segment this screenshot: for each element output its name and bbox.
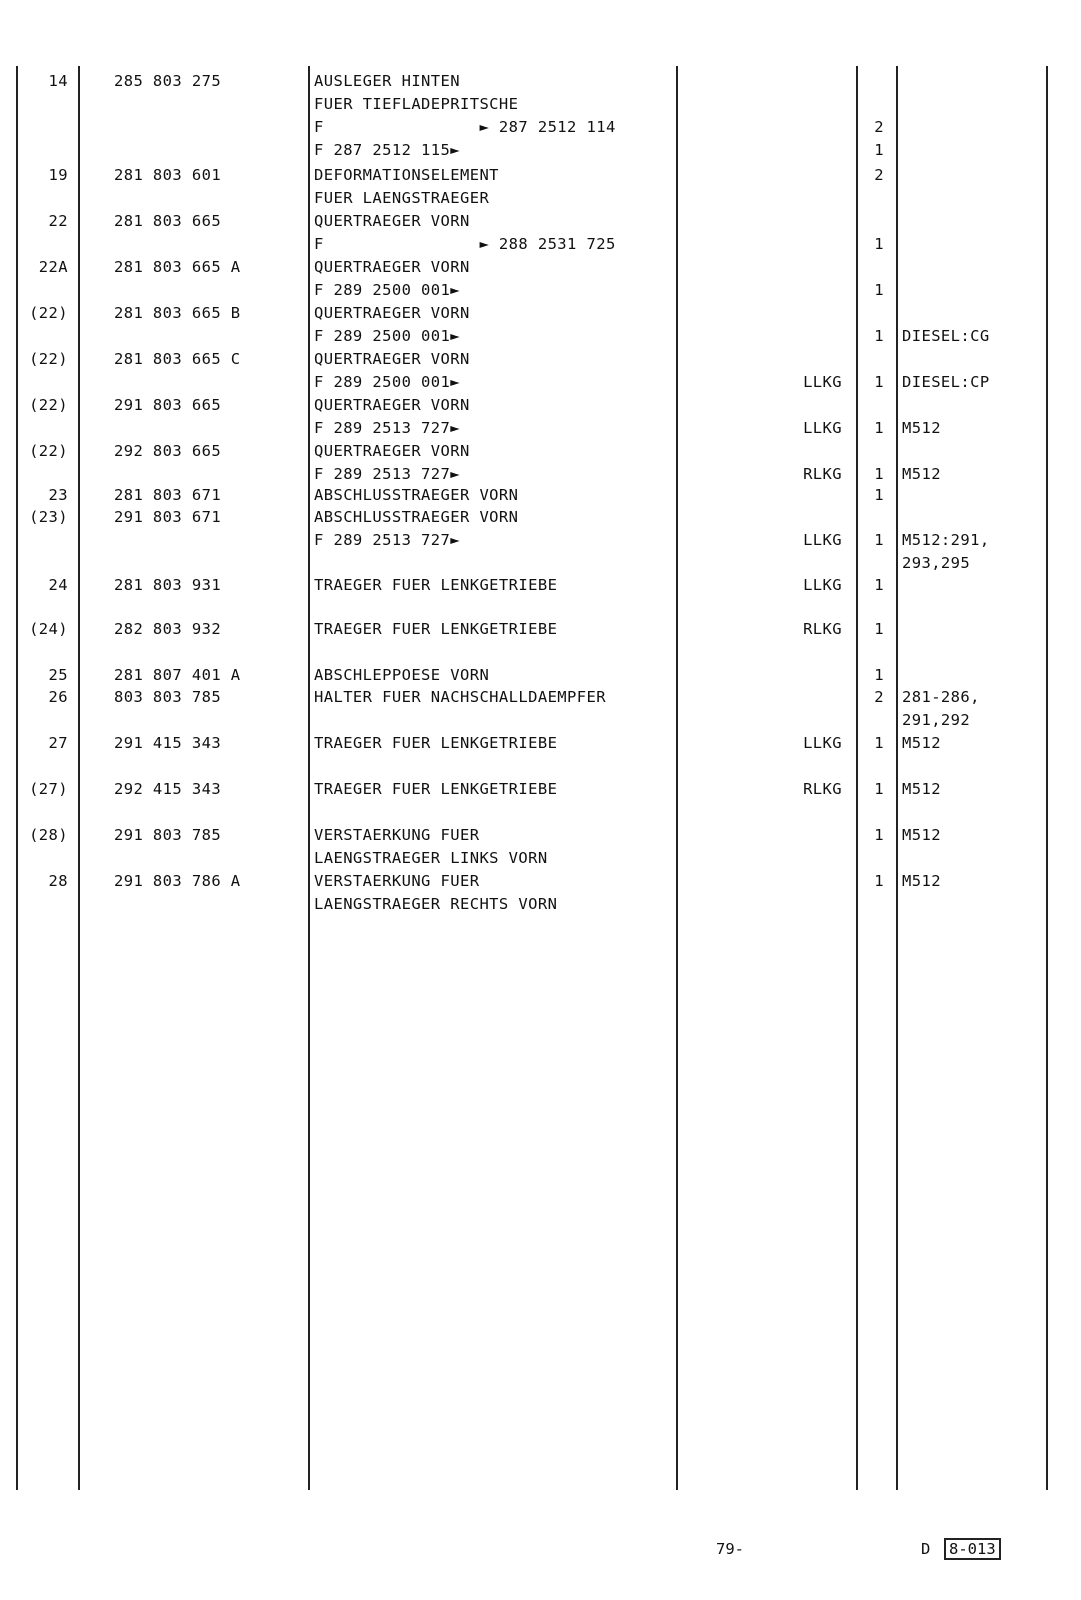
page-number: 79-: [716, 1540, 744, 1558]
description-line: FUER LAENGSTRAEGER: [314, 189, 490, 207]
description-line: HALTER FUER NACHSCHALLDAEMPFER: [314, 688, 606, 706]
quantity: 1: [874, 419, 884, 437]
quantity: 1: [874, 465, 884, 483]
position-number: (22): [29, 304, 68, 322]
column-divider: [78, 66, 80, 1490]
description-line: QUERTRAEGER VORN: [314, 212, 470, 230]
column-divider: [308, 66, 310, 1490]
quantity: 1: [874, 141, 884, 159]
remark: DIESEL:CP: [902, 373, 990, 391]
description-line: TRAEGER FUER LENKGETRIEBE: [314, 734, 558, 752]
description-line: F 289 2500 001►: [314, 281, 460, 299]
remark: M512: [902, 780, 941, 798]
page-code-prefix: D: [921, 1540, 931, 1558]
part-number: 281 803 665 B: [114, 304, 241, 322]
part-number: 291 803 786 A: [114, 872, 241, 890]
part-number: 292 803 665: [114, 442, 222, 460]
description-line: QUERTRAEGER VORN: [314, 396, 470, 414]
part-number: 291 803 785: [114, 826, 222, 844]
quantity: 1: [874, 780, 884, 798]
position-number: (22): [29, 396, 68, 414]
description-line: VERSTAERKUNG FUER: [314, 872, 480, 890]
quantity: 1: [874, 486, 884, 504]
description-line: F 289 2513 727►: [314, 419, 460, 437]
position-number: (28): [29, 826, 68, 844]
description-line: F 289 2513 727►: [314, 465, 460, 483]
part-number: 292 415 343: [114, 780, 222, 798]
remark: 291,292: [902, 711, 971, 729]
remark: M512: [902, 872, 941, 890]
part-number: 281 803 665: [114, 212, 222, 230]
description-line: TRAEGER FUER LENKGETRIEBE: [314, 620, 558, 638]
part-number: 281 803 601: [114, 166, 222, 184]
description-line: F ► 288 2531 725: [314, 235, 616, 253]
position-number: 19: [48, 166, 68, 184]
variant-code: LLKG: [803, 734, 842, 752]
quantity: 1: [874, 734, 884, 752]
column-divider: [1046, 66, 1048, 1490]
remark: 293,295: [902, 554, 971, 572]
description-line: AUSLEGER HINTEN: [314, 72, 460, 90]
position-number: (22): [29, 442, 68, 460]
quantity: 1: [874, 327, 884, 345]
variant-code: RLKG: [803, 620, 842, 638]
description-line: ABSCHLEPPOESE VORN: [314, 666, 490, 684]
position-number: 22: [48, 212, 68, 230]
quantity: 2: [874, 118, 884, 136]
remark: DIESEL:CG: [902, 327, 990, 345]
description-line: F 289 2500 001►: [314, 327, 460, 345]
remark: M512: [902, 734, 941, 752]
part-number: 291 803 665: [114, 396, 222, 414]
remark: M512:291,: [902, 531, 990, 549]
part-number: 281 807 401 A: [114, 666, 241, 684]
position-number: 25: [48, 666, 68, 684]
quantity: 1: [874, 576, 884, 594]
description-line: ABSCHLUSSTRAEGER VORN: [314, 508, 519, 526]
position-number: 14: [48, 72, 68, 90]
position-number: 23: [48, 486, 68, 504]
description-line: F ► 287 2512 114: [314, 118, 616, 136]
quantity: 1: [874, 666, 884, 684]
variant-code: LLKG: [803, 373, 842, 391]
quantity: 1: [874, 373, 884, 391]
description-line: F 289 2500 001►: [314, 373, 460, 391]
description-line: QUERTRAEGER VORN: [314, 350, 470, 368]
variant-code: LLKG: [803, 531, 842, 549]
position-number: (27): [29, 780, 68, 798]
part-number: 285 803 275: [114, 72, 222, 90]
remark: M512: [902, 419, 941, 437]
part-number: 281 803 931: [114, 576, 222, 594]
column-divider: [676, 66, 678, 1490]
quantity: 1: [874, 281, 884, 299]
remark: 281-286,: [902, 688, 980, 706]
part-number: 291 415 343: [114, 734, 222, 752]
position-number: 27: [48, 734, 68, 752]
quantity: 1: [874, 235, 884, 253]
position-number: (22): [29, 350, 68, 368]
quantity: 1: [874, 620, 884, 638]
page-code-box: 8-013: [944, 1538, 1001, 1560]
variant-code: LLKG: [803, 419, 842, 437]
description-line: F 287 2512 115►: [314, 141, 460, 159]
quantity: 1: [874, 531, 884, 549]
description-line: FUER TIEFLADEPRITSCHE: [314, 95, 519, 113]
description-line: QUERTRAEGER VORN: [314, 258, 470, 276]
description-line: DEFORMATIONSELEMENT: [314, 166, 499, 184]
description-line: QUERTRAEGER VORN: [314, 304, 470, 322]
variant-code: RLKG: [803, 465, 842, 483]
description-line: LAENGSTRAEGER RECHTS VORN: [314, 895, 558, 913]
part-number: 281 803 671: [114, 486, 222, 504]
description-line: TRAEGER FUER LENKGETRIEBE: [314, 780, 558, 798]
position-number: (24): [29, 620, 68, 638]
description-line: VERSTAERKUNG FUER: [314, 826, 480, 844]
position-number: 28: [48, 872, 68, 890]
quantity: 2: [874, 166, 884, 184]
description-line: F 289 2513 727►: [314, 531, 460, 549]
variant-code: RLKG: [803, 780, 842, 798]
position-number: 22A: [38, 258, 68, 276]
description-line: LAENGSTRAEGER LINKS VORN: [314, 849, 548, 867]
description-line: TRAEGER FUER LENKGETRIEBE: [314, 576, 558, 594]
part-number: 803 803 785: [114, 688, 222, 706]
description-line: QUERTRAEGER VORN: [314, 442, 470, 460]
variant-code: LLKG: [803, 576, 842, 594]
column-divider: [856, 66, 858, 1490]
part-number: 281 803 665 A: [114, 258, 241, 276]
remark: M512: [902, 465, 941, 483]
remark: M512: [902, 826, 941, 844]
position-number: (23): [29, 508, 68, 526]
part-number: 291 803 671: [114, 508, 222, 526]
description-line: ABSCHLUSSTRAEGER VORN: [314, 486, 519, 504]
quantity: 1: [874, 826, 884, 844]
quantity: 1: [874, 872, 884, 890]
part-number: 281 803 665 C: [114, 350, 241, 368]
column-divider: [16, 66, 18, 1490]
column-divider: [896, 66, 898, 1490]
position-number: 24: [48, 576, 68, 594]
part-number: 282 803 932: [114, 620, 222, 638]
quantity: 2: [874, 688, 884, 706]
position-number: 26: [48, 688, 68, 706]
